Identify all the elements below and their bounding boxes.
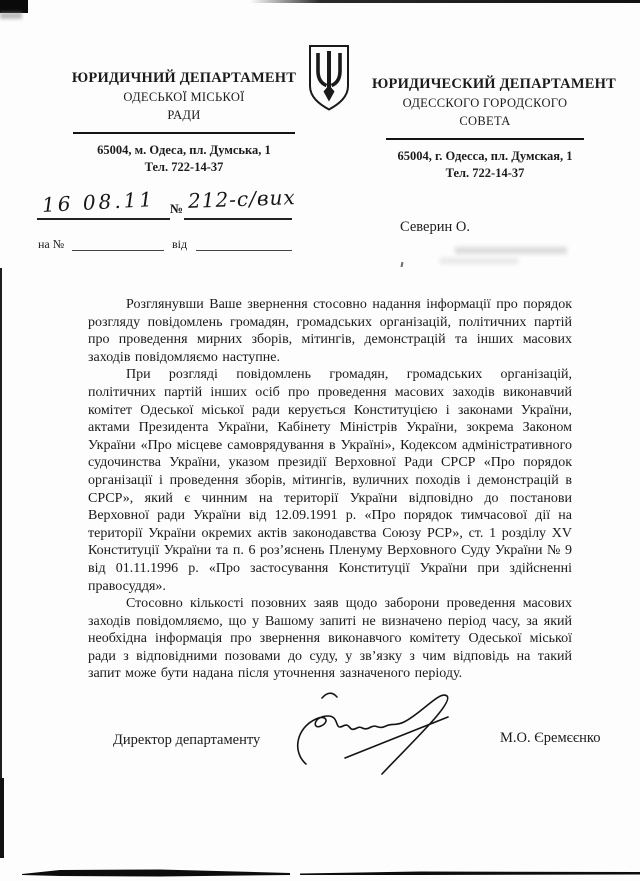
address-ru: 65004, г. Одесса, пл. Думская, 1 (397, 149, 573, 163)
scan-artifact-top-edge-line (250, 0, 640, 3)
scan-artifact-left-edge-line (0, 268, 2, 858)
paragraph-2: При розгляді повідомлень громадян, громадських організацій, політичних партій інших осіб про проведення масових заходів виконавчий комітет Одеської міської ради керується Конституцією і законами України, актами Президента України, Кабінету Міністрів України, зокрема Законом України «Про місцеве самоврядування в Україні», Кодексом адміністративного судочинства України, указом президії Верховної Ради СРСР «Про порядок організації і проведення зборів, мітингів, вуличних походів і демонстрацій в СРСР», який є чинним на території України відповідно до постанови Верховної ради України від 12.09.1991 р. «Про порядок тимчасової дії на території України окремих актів законодавства Союзу РСР», ст. 1 розділу XV Конституції України та п. 6 роз’яснень Пленуму Верховного Суду України № 9 від 01.11.1996 р. «Про застосування Конституції України при здійсненні правосуддя». (88, 367, 572, 594)
department-title-uk: ЮРИДИЧНИЙ ДЕПАРТАМЕНТ (71, 70, 297, 86)
letterhead-divider-right (386, 138, 584, 140)
reply-to-blank-line (72, 250, 164, 251)
handwritten-date: 16 08.11 (41, 187, 156, 217)
address-uk: 65004, м. Одеса, пл. Думська, 1 (97, 143, 271, 157)
handwritten-outgoing-number: 212-с/вих (187, 185, 297, 213)
recipient-name: Северин О. (400, 219, 470, 235)
number-sign-label: № (170, 201, 184, 216)
trident-emblem-icon (306, 44, 352, 112)
scan-artifact-left-edge-line-thick (0, 778, 4, 858)
department-subtitle-ru-line2: ОДЕССКОГО ГОРОДСКОГО (402, 96, 568, 110)
letterhead-divider-left (73, 132, 295, 134)
signer-position: Директор департаменту (113, 732, 261, 748)
letterhead-russian-column (372, 76, 616, 181)
letterhead-ukrainian-column (58, 70, 310, 175)
phone-ru: Тел. 722-14-37 (445, 166, 525, 180)
department-subtitle-uk-line3: РАДИ (167, 108, 201, 122)
signer-name: М.О. Єремєєнко (500, 730, 601, 746)
handwritten-signature (288, 686, 468, 778)
department-subtitle-ru-line3: СОВЕТА (459, 114, 511, 128)
erased-text-smudge (455, 247, 567, 254)
scan-artifact-bottom-edge-line (0, 866, 640, 881)
reply-from-blank-line (196, 250, 292, 251)
reply-to-label: на № (38, 237, 65, 251)
scan-artifact-corner-fade (0, 12, 22, 19)
phone-uk: Тел. 722-14-37 (144, 160, 224, 174)
paragraph-3: Стосовно кількості позовних заяв щодо заборони проведення масових заходів повідомляємо, що у Вашому запиті не визначено період часу, за який необхідна інформація про звернення виконавчого комітету Одеської міської ради з відповідними позовами до суду, у зв’язку з чим відповідь на такий запит може бути надана після уточнення зазначеного періоду. (88, 596, 572, 682)
letter-body (88, 296, 572, 683)
scan-speck (401, 262, 404, 267)
date-underline (37, 218, 170, 220)
number-underline (184, 218, 292, 220)
paragraph-1: Розглянувши Ваше звернення стосовно надання інформації про порядок розгляду повідомлень громадян, громадських організацій, політичних партій про проведення мирних зборів, мітингів, демонстрацій та інших масових заходів повідомляємо наступне. (88, 297, 572, 365)
erased-text-smudge (440, 258, 518, 264)
department-title-ru: ЮРИДИЧЕСКИЙ ДЕПАРТАМЕНТ (372, 76, 616, 92)
reply-from-label: від (172, 237, 188, 251)
department-subtitle-uk-line2: ОДЕСЬКОЇ МІСЬКОЇ (123, 90, 245, 104)
